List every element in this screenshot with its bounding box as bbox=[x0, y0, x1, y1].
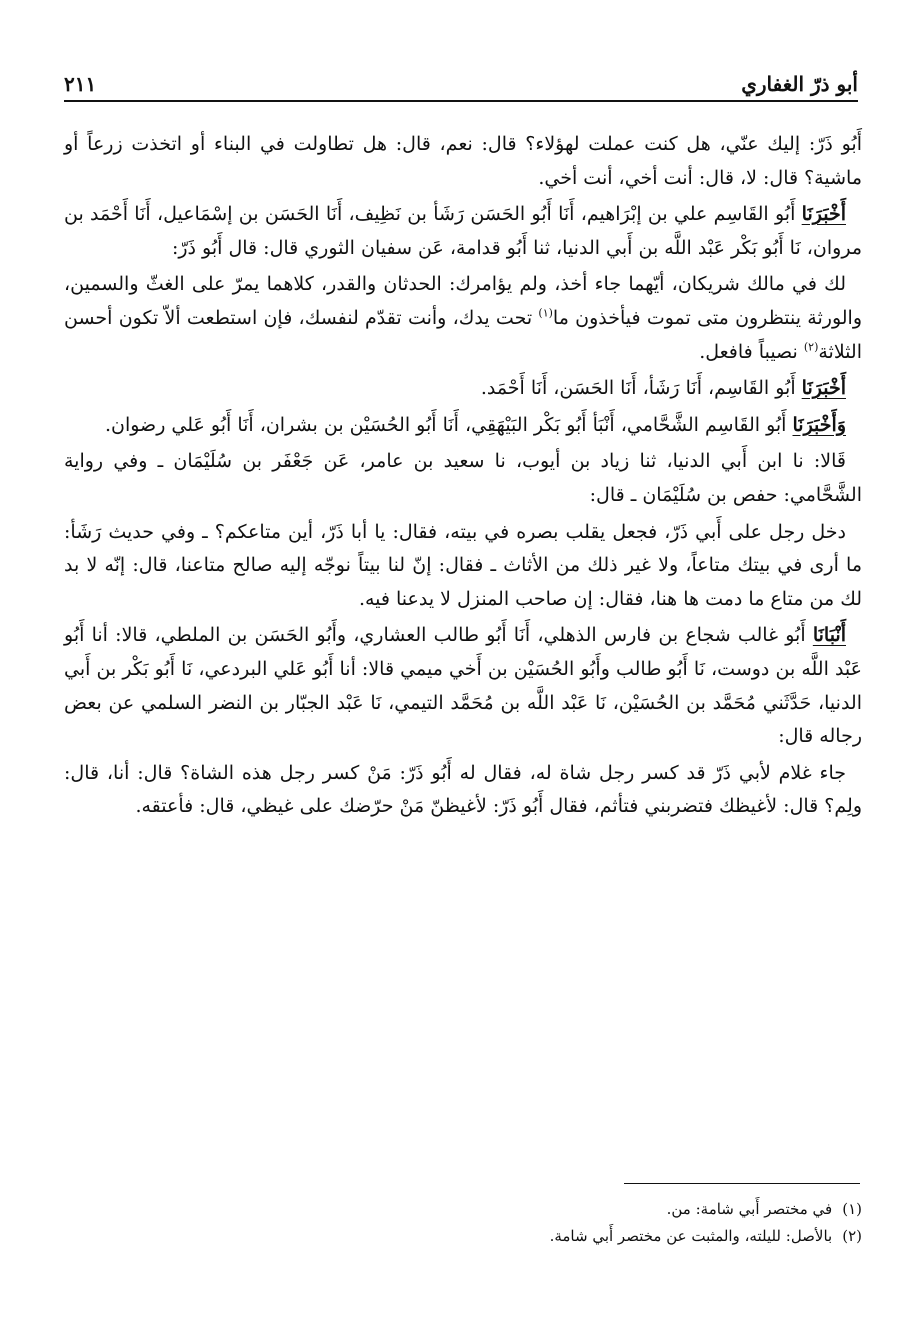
paragraph-6 bbox=[64, 445, 862, 512]
footnotes bbox=[64, 1196, 862, 1250]
paragraph-3 bbox=[64, 268, 862, 369]
paragraph-6-text: قَالا: نا ابن أَبي الدنيا، ثنا زياد بن أيوب، نا سعيد بن عامر، عَن جَعْفَر بن سُلَيْمَان ـ وفي رواية الشَّحَّامي: حفص بن سُلَيْمَان ـ قال: bbox=[64, 450, 862, 506]
paragraph-7 bbox=[64, 516, 862, 617]
page-number: ٢١١ bbox=[64, 72, 97, 96]
isnad-keyword: وَأَخْبَرَنَا bbox=[792, 413, 846, 436]
paragraph-8 bbox=[64, 619, 862, 753]
footnote-number: (١) bbox=[842, 1200, 862, 1218]
paragraph-8-text: أَبُو غالب شجاع بن فارس الذهلي، أَنَا أَبُو طالب العشاري، وأَبُو الحَسَن بن الملطي، قالا: أنا أَبُو عَبْد اللَّه بن دوست، نَا أَبُو طالب وأَبُو الحُسَيْن بن أَخي ميمي قالا: أنا أَبُو عَلي البردعي، نَا أَبُو بَكْر بن أَبي الدنيا، حَدَّثَني مُحَمَّد بن الحُسَيْن، نَا عَبْد اللَّه بن مُحَمَّد التيمي، نَا عَبْد الجبّار بن النضر السلمي عن بعض رجاله قال: bbox=[64, 624, 862, 748]
paragraph-2 bbox=[64, 198, 862, 265]
footnote-rule bbox=[624, 1183, 860, 1184]
isnad-keyword: أَخْبَرَنَا bbox=[801, 377, 846, 400]
footnote-ref-2: (٢) bbox=[803, 340, 819, 354]
footnote-2 bbox=[64, 1223, 862, 1250]
footnote-1 bbox=[64, 1196, 862, 1223]
isnad-keyword: أَنْبَانَا bbox=[812, 624, 846, 647]
paragraph-1 bbox=[64, 128, 862, 195]
paragraph-3-text-b: تحت يدك، وأنت تقدّم لنفسك، فإن استطعت ألاّ تكون أحسن الثلاثة bbox=[64, 306, 862, 363]
footnote-ref-1: (١) bbox=[538, 306, 553, 320]
paragraph-2-text: أَبُو القَاسِم علي بن إبْرَاهيم، أَنَا أَبُو الحَسَن رَشَأ بن نَظِيف، أَنَا الحَسَن بن إسْمَاعيل، أَنَا أَحْمَد بن مروان، نَا أَبُو بَكْر عَبْد اللَّه بن أَبي الدنيا، ثنا أَبُو قدامة، عَن سفيان الثوري قال: قال أَبُو ذَرّ: bbox=[64, 203, 862, 259]
running-title: أبو ذرّ الغفاري bbox=[741, 72, 858, 96]
paragraph-7-text: دخل رجل على أَبي ذَرّ، فجعل يقلب بصره في بيته، فقال: يا أبا ذَرّ، أين متاعكم؟ ـ وفي حديث رَشَأ: ما أرى في بيتك متاعاً، ولا غير ذلك من الأثاث ـ فقال: إنّ لنا بيتاً نوجّه إليه صالح متاعنا، قال: إنّه لا بد لك من متاع ما دمت ها هنا، فقال: إن صاحب المنزل لا يدعنا فيه. bbox=[64, 520, 862, 610]
footnote-text: في مختصر أَبي شامة: من. bbox=[666, 1200, 833, 1218]
isnad-keyword: أَخْبَرَنَا bbox=[801, 203, 846, 226]
footnote-text: بالأصل: لليلته، والمثبت عن مختصر أَبي شامة. bbox=[549, 1227, 833, 1245]
page-header bbox=[64, 62, 858, 96]
paragraph-9-text: جاء غلام لأبي ذَرّ قد كسر رجل شاة له، فقال له أَبُو ذَرّ: مَنْ كسر رجل هذه الشاة؟ قال: أنا، قال: ولِم؟ قال: لأغيظك فتضربني فتأثم، فقال أَبُو ذَرّ: لأغيظنّ مَنْ حرّضك على غيظي، قال: فأعتقه. bbox=[64, 761, 862, 818]
paragraph-9 bbox=[64, 757, 862, 824]
paragraph-1-text: أَبُو ذَرّ: إليك عنّي، هل كنت عملت لهؤلاء؟ قال: نعم، قال: هل تطاولت في البناء أو اتخذت زرعاً أو ماشية؟ قال: لا، قال: أنت أخي، أنت أخي. bbox=[64, 133, 862, 189]
paragraph-3-text-c: نصيباً فافعل. bbox=[699, 340, 804, 363]
paragraph-4 bbox=[64, 372, 862, 406]
paragraph-3-text-a: لك في مالك شريكان، أيّهما جاء أخذ، ولم يؤامرك: الحدثان والقدر، كلاهما يمرّ على الغثّ والسمين، والورثة ينتظرون متى تموت فيأخذون ما bbox=[64, 273, 862, 329]
paragraph-5 bbox=[64, 409, 862, 443]
header-rule bbox=[64, 100, 858, 102]
main-text bbox=[64, 128, 862, 827]
footnote-number: (٢) bbox=[842, 1227, 862, 1245]
paragraph-5-text: أَبُو القَاسِم الشَّحَّامي، أَنْبَأ أَبُو بَكْر البَيْهَقِي، أَنَا أَبُو الحُسَيْن بن بشران، أَنَا أَبُو عَلي رضوان. bbox=[104, 413, 793, 436]
paragraph-4-text: أَبُو القَاسِم، أَنَا رَشَأ، أَنَا الحَسَن، أَنَا أَحْمَد. bbox=[480, 377, 802, 400]
